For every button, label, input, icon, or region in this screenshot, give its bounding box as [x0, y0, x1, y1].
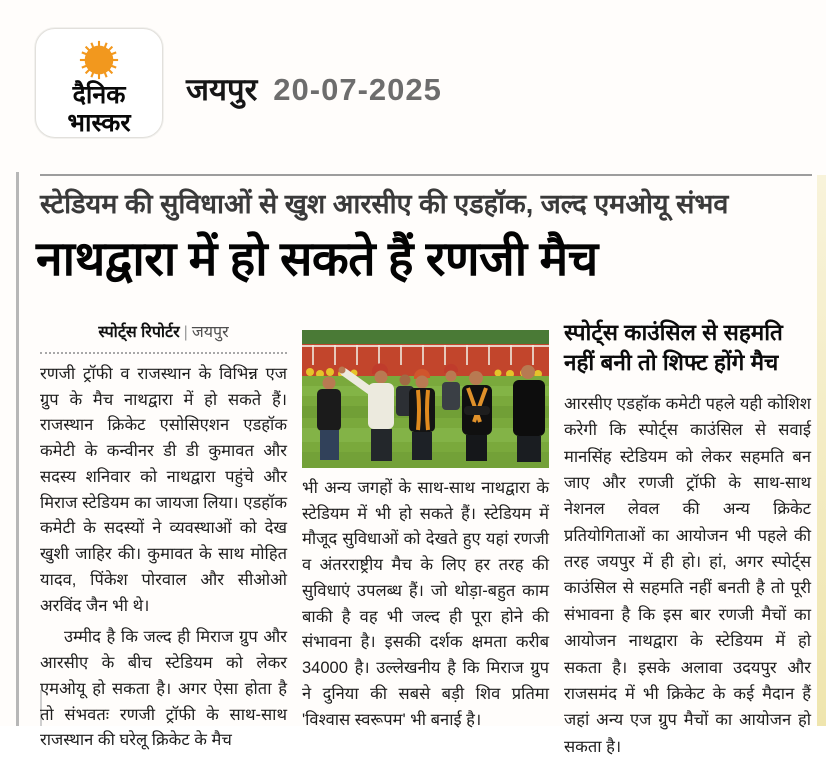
stadium-photo	[302, 330, 549, 468]
column-subhead: स्पोर्ट्स काउंसिल से सहमति नहीं बनी तो शिफ्ट होंगे मैच	[564, 320, 783, 376]
date-label: 20-07-2025	[273, 72, 442, 107]
byline-dotted-rule	[40, 352, 287, 354]
byline	[40, 320, 287, 342]
body-paragraph-left-2: उम्मीद है कि जल्द ही मिराज ग्रुप और आरसीए के बीच स्टेडियम को लेकर एमओयू हो सकता है। अगर ऐसा होता है तो संभवतः रणजी ट्रॉफी के साथ-साथ राजस्थान की घरेलू क्रिकेट के मैच	[40, 628, 287, 750]
top-article-rule	[40, 174, 812, 176]
city-label: जयपुर	[186, 72, 258, 107]
byline-divider: |	[183, 324, 188, 341]
column-left	[40, 318, 287, 766]
edition-info	[186, 68, 442, 110]
masthead-title-line2: भास्कर	[67, 109, 131, 137]
article-kicker: स्टेडियम की सुविधाओं से खुश आरसीए की एडहॉक, जल्द एमओयू संभव	[40, 189, 729, 219]
left-column-rule	[16, 172, 19, 726]
byline-city: जयपुर	[191, 324, 229, 341]
column-right	[564, 318, 811, 766]
article-columns	[40, 318, 812, 766]
stadium-photo-illustration	[302, 330, 549, 468]
article-headline: नाथद्वारा में हो सकते हैं रणजी मैच	[36, 233, 598, 286]
masthead-title-line1: दैनिक	[72, 81, 126, 109]
body-paragraph-left-1: रणजी ट्रॉफी व राजस्थान के विभिन्न एज ग्रुप के मैच नाथद्वारा में हो सकते हैं। राजस्थान क्रिकेट एसोसिएशन एडहॉक कमेटी के कन्वीनर डी डी कुमावत और सदस्य शनिवार को नाथद्वारा पहुंचे और मिराज स्टेडियम का जायजा लिया। एडहॉक कमेटी के सदस्यों ने व्यवस्थाओं को देख खुशी जाहिर की। कुमावत के साथ मोहित यादव, पिंकेश पोरवाल और सीओओ अरविंद जैन भी थे।	[40, 365, 287, 615]
column-middle	[302, 318, 549, 766]
sun-icon	[78, 39, 120, 81]
right-edge-strip	[817, 175, 826, 726]
body-paragraph-right-1: आरसीए एडहॉक कमेटी पहले यही कोशिश करेगी कि स्पोर्ट्स काउंसिल से सवाई मानसिंह स्टेडियम को लेकर सहमति बन जाए और रणजी ट्रॉफी के साथ-साथ नेशनल लेवल की अन्य क्रिकेट प्रतियोगिताओं का आयोजन भी पहले की तरह जयपुर में ही हो। हां, अगर स्पोर्ट्स काउंसिल से सहमति नहीं बनती है तो पूरी संभावना है कि इस बार रणजी मैचों का आयोजन नाथद्वारा के स्टेडियम में हो सकता है। इसके अलावा उदयपुर और राजसमंद में भी क्रिकेट के कई मैदान हैं जहां अन्य एज ग्रुप मैचों का आयोजन हो सकता है।	[564, 394, 811, 756]
body-paragraph-middle-1: भी अन्य जगहों के साथ-साथ नाथद्वारा के स्टेडियम में भी हो सकते हैं। स्टेडियम में मौजूद सुविधाओं को देखते हुए यहां रणजी व अंतरराष्ट्रीय मैच के लिए हर तरह की सुविधाएं उपलब्ध हैं। जो थोड़ा-बहुत काम बाकी है वह भी जल्द ही पूरा होने की संभावना है। इसकी दर्शक क्षमता करीब 34000 है। उल्लेखनीय है कि मिराज ग्रुप ने दुनिया की सबसे बड़ी शिव प्रतिमा 'विश्वास स्वरूपम' भी बनाई है।	[302, 479, 549, 729]
byline-reporter: स्पोर्ट्स रिपोर्टर	[98, 324, 180, 341]
masthead-logo	[35, 28, 163, 138]
